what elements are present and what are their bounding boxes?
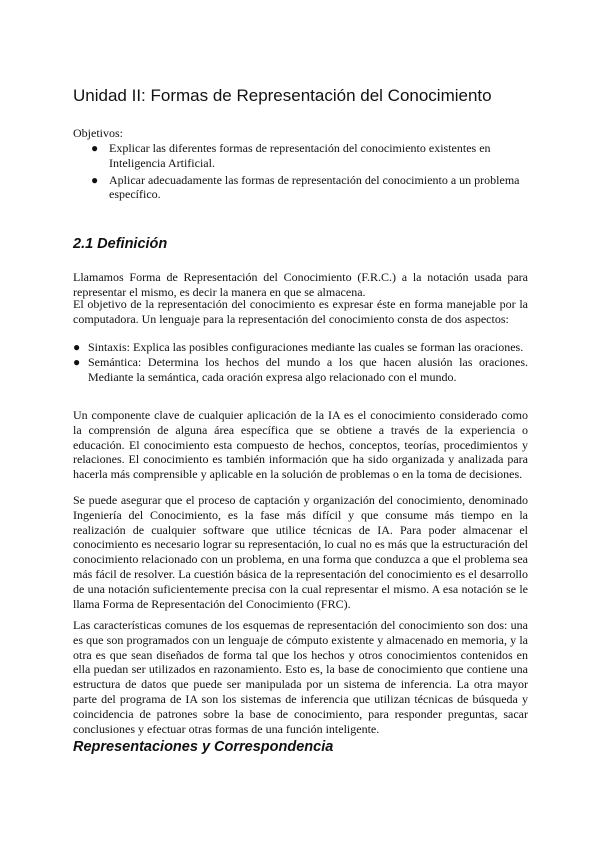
bullet-icon: ● bbox=[73, 354, 81, 369]
paragraph: Se puede asegurar que el proceso de captación y organización del conocimiento, denominado Ingeniería del Conocimiento, es la fase más difícil y que consume más tiempo en la realización de cualquier software que utilice técnicas de IA. Para poder almacenar el conocimiento es necesario lograr su representación, lo cual no es más que la estructuración del conocimiento relacionado con un problema, en una forma que conduzca a que el problema sea más fácil de resolver. La cuestión básica de la representación del conocimiento es el desarrollo de una notación suficientemente precisa con la cual representar el mismo. A esa notación se le llama Forma de Representación del Conocimiento (FRC). bbox=[73, 493, 528, 611]
aspect-text: Sintaxis: Explica las posibles configuraciones mediante las cuales se forman las oraciones. bbox=[88, 340, 524, 354]
paragraph: Llamamos Forma de Representación del Conocimiento (F.R.C.) a la notación usada para representar el mismo, es decir la manera en que se almacena. bbox=[73, 270, 528, 299]
objective-item bbox=[73, 141, 528, 171]
bullet-icon: ● bbox=[73, 340, 81, 354]
aspect-item bbox=[73, 355, 528, 385]
aspect-text: Semántica: Determina los hechos del mundo a los que hacen alusión las oraciones. Mediante la semántica, cada oración expresa algo relacionado con el mundo. bbox=[88, 354, 528, 384]
bullet-icon: ● bbox=[91, 141, 99, 155]
paragraph: El objetivo de la representación del conocimiento es expresar éste en forma manejable por la computadora. Un lenguaje para la representación del conocimiento consta de dos aspectos: bbox=[73, 297, 528, 326]
page-title: Unidad II: Formas de Representación del Conocimiento bbox=[73, 86, 492, 105]
objectives-list bbox=[73, 141, 528, 204]
aspects-list bbox=[73, 340, 528, 384]
objectives-label: Objetivos: bbox=[73, 126, 123, 140]
section-heading-representaciones: Representaciones y Correspondencia bbox=[73, 739, 334, 755]
objective-text: Explicar las diferentes formas de representación del conocimiento existentes en Inteligencia Artificial. bbox=[109, 141, 491, 170]
aspect-item bbox=[73, 340, 528, 355]
paragraph: Un componente clave de cualquier aplicación de la IA es el conocimiento considerado como la comprensión de alguna área específica que se obtiene a través de la experiencia o educación. El conocimiento esta compuesto de hechos, conceptos, teorías, procedimientos y relaciones. El conocimiento es también información que ha sido organizada y analizada para hacerla más comprensible y aplicable en la solución de problemas o en la toma de decisiones. bbox=[73, 408, 528, 482]
section-heading-definicion: 2.1 Definición bbox=[73, 236, 168, 252]
objective-text: Aplicar adecuadamente las formas de representación del conocimiento a un problema específico. bbox=[109, 172, 520, 202]
paragraph: Las características comunes de los esquemas de representación del conocimiento son dos: una es que son programados con un lenguaje de cómputo existente y almacenado en memoria, y la otra es que sean diseñados de forma tal que los hechos y otros conocimientos contenidos en ella puedan ser utilizados en razonamiento. Esto es, la base de conocimiento que contiene una estructura de datos que puede ser manipulada por un sistema de inferencia. La otra mayor parte del programa de IA son los sistemas de inferencia que utilizan técnicas de búsqueda y coincidencia de patrones sobre la base de conocimiento, para responder preguntas, sacar conclusiones y efectuar otras formas de una función inteligente. bbox=[73, 618, 528, 736]
bullet-icon: ● bbox=[91, 172, 99, 187]
objective-item bbox=[73, 173, 528, 203]
